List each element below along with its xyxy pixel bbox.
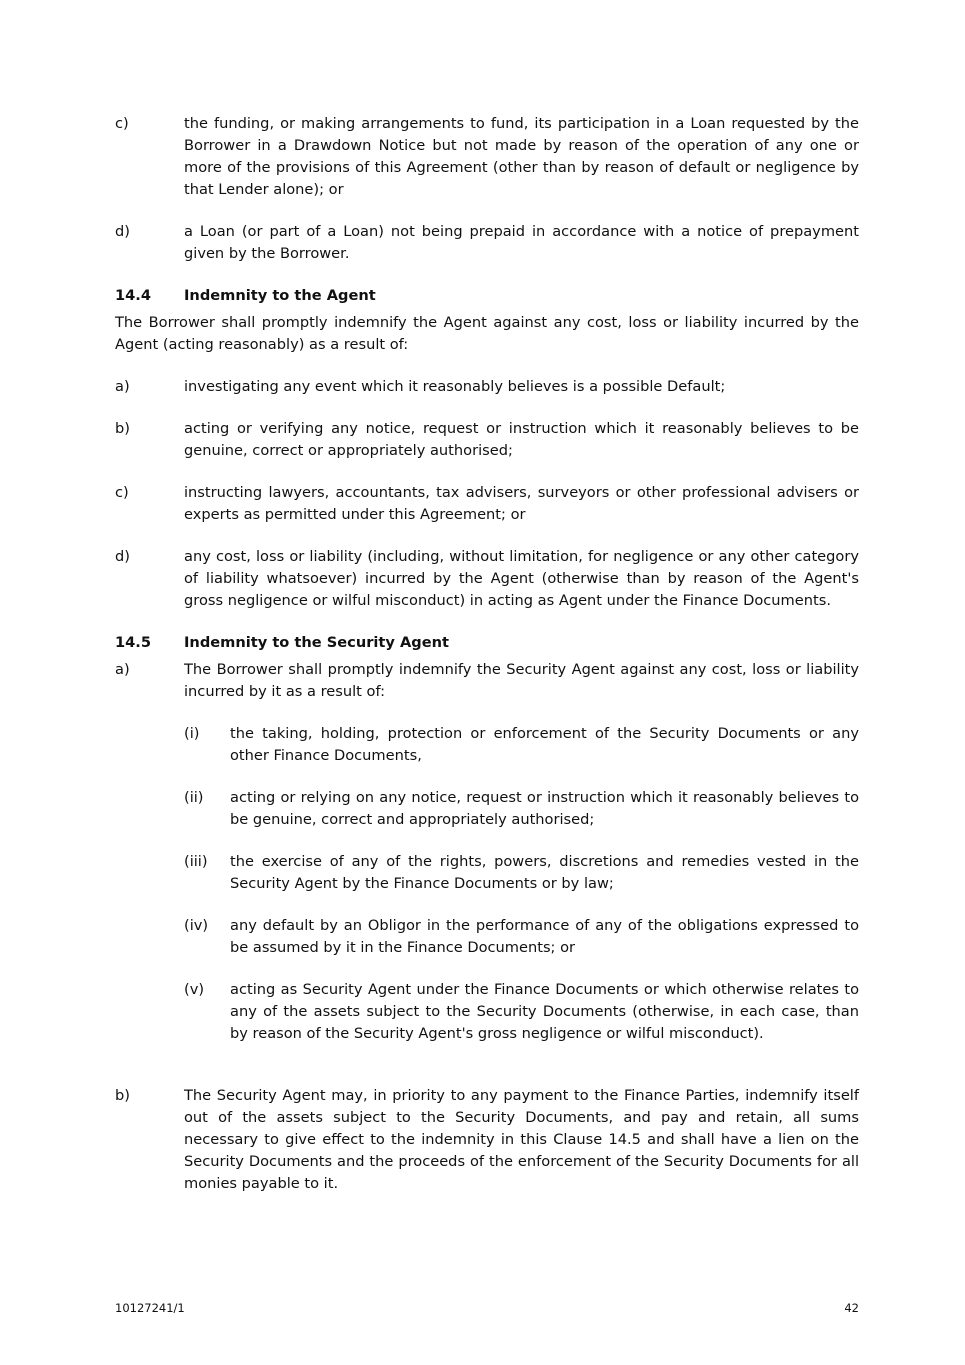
- footer-doc-ref: 10127241/1: [115, 1301, 185, 1315]
- sublist-item-iv: [184, 915, 859, 959]
- list-item-a: [115, 376, 859, 398]
- list-item-b: [115, 418, 859, 462]
- sublist-item-label: (iii): [184, 853, 208, 870]
- sublist-item-label: (ii): [184, 789, 204, 806]
- list-item-label: c): [115, 484, 129, 501]
- section-number: 14.4: [115, 287, 152, 304]
- section-title: Indemnity to the Security Agent: [184, 634, 449, 651]
- list-item-text: instructing lawyers, accountants, tax advisers, surveyors or other professional advisers or experts as permitted under this Agreement; or: [184, 484, 859, 523]
- sublist-item-text: acting or relying on any notice, request or instruction which it reasonably believes to be genuine, correct and appropriately authorised;: [230, 789, 859, 828]
- sublist-item-text: any default by an Obligor in the performance of any of the obligations expressed to be assumed by it in the Finance Documents; or: [230, 917, 859, 956]
- sublist-item-ii: [184, 787, 859, 831]
- sublist-item-text: the exercise of any of the rights, powers, discretions and remedies vested in the Security Agent by the Finance Documents or by law;: [230, 853, 859, 892]
- list-item-label: a): [115, 661, 130, 678]
- list-item-label: d): [115, 548, 130, 565]
- section-heading-14-4: [115, 285, 859, 307]
- list-item-label: a): [115, 378, 130, 395]
- list-item-text: a Loan (or part of a Loan) not being prepaid in accordance with a notice of prepayment given by the Borrower.: [184, 223, 859, 262]
- sublist: [184, 723, 859, 1045]
- sublist-item-label: (v): [184, 981, 205, 998]
- sublist-item-v: [184, 979, 859, 1045]
- section-title: Indemnity to the Agent: [184, 287, 376, 304]
- section-heading-14-5: [115, 632, 859, 654]
- sublist-item-iii: [184, 851, 859, 895]
- list-item-body: [184, 659, 859, 1065]
- sublist-item-text: acting as Security Agent under the Finance Documents or which otherwise relates to any of the assets subject to the Security Documents (otherwise, in each case, than by reason of the Security Agent's gross negligence or wilful misconduct).: [230, 981, 859, 1042]
- list-item-label: d): [115, 223, 130, 240]
- sublist-item-label: (i): [184, 725, 200, 742]
- section-number: 14.5: [115, 634, 152, 651]
- list-item-text: any cost, loss or liability (including, without limitation, for negligence or any other category of liability whatsoever) incurred by the Agent (otherwise than by reason of the Agent's gross negligence or wilful misconduct) in acting as Agent under the Finance Documents.: [184, 548, 859, 609]
- sublist-item-text: the taking, holding, protection or enforcement of the Security Documents or any other Finance Documents,: [230, 725, 859, 764]
- list-item-label: b): [115, 1087, 130, 1104]
- sublist-item-label: (iv): [184, 917, 209, 934]
- list-item-text: investigating any event which it reasonably believes is a possible Default;: [184, 378, 726, 395]
- list-item-label: c): [115, 115, 129, 132]
- list-item-b: [115, 1085, 859, 1195]
- list-item-text: acting or verifying any notice, request or instruction which it reasonably believes to be genuine, correct or appropriately authorised;: [184, 420, 859, 459]
- list-item-text: the funding, or making arrangements to fund, its participation in a Loan requested by the Borrower in a Drawdown Notice but not made by reason of the operation of any one or more of the provisions of this Agreement (other than by reason of default or negligence by that Lender alone); or: [184, 115, 859, 198]
- footer-page-number: 42: [844, 1301, 859, 1315]
- list-item-text: The Security Agent may, in priority to any payment to the Finance Parties, indemnify itself out of the assets subject to the Security Documents, and pay and retain, all sums necessary to give effect to the indemnity in this Clause 14.5 and shall have a lien on the Security Documents and the proceeds of the enforcement of the Security Documents for all monies payable to it.: [184, 1087, 859, 1192]
- section-intro: The Borrower shall promptly indemnify the Agent against any cost, loss or liability incurred by the Agent (acting reasonably) as a result of:: [115, 314, 859, 353]
- list-item-text: The Borrower shall promptly indemnify the Security Agent against any cost, loss or liability incurred by it as a result of:: [184, 661, 859, 700]
- list-item-d: [115, 546, 859, 612]
- sublist-item-i: [184, 723, 859, 767]
- list-item-d: [115, 221, 859, 265]
- list-item-label: b): [115, 420, 130, 437]
- document-page: [115, 113, 859, 1215]
- list-item-a: [115, 659, 859, 1065]
- list-item-c: [115, 113, 859, 201]
- list-item-c: [115, 482, 859, 526]
